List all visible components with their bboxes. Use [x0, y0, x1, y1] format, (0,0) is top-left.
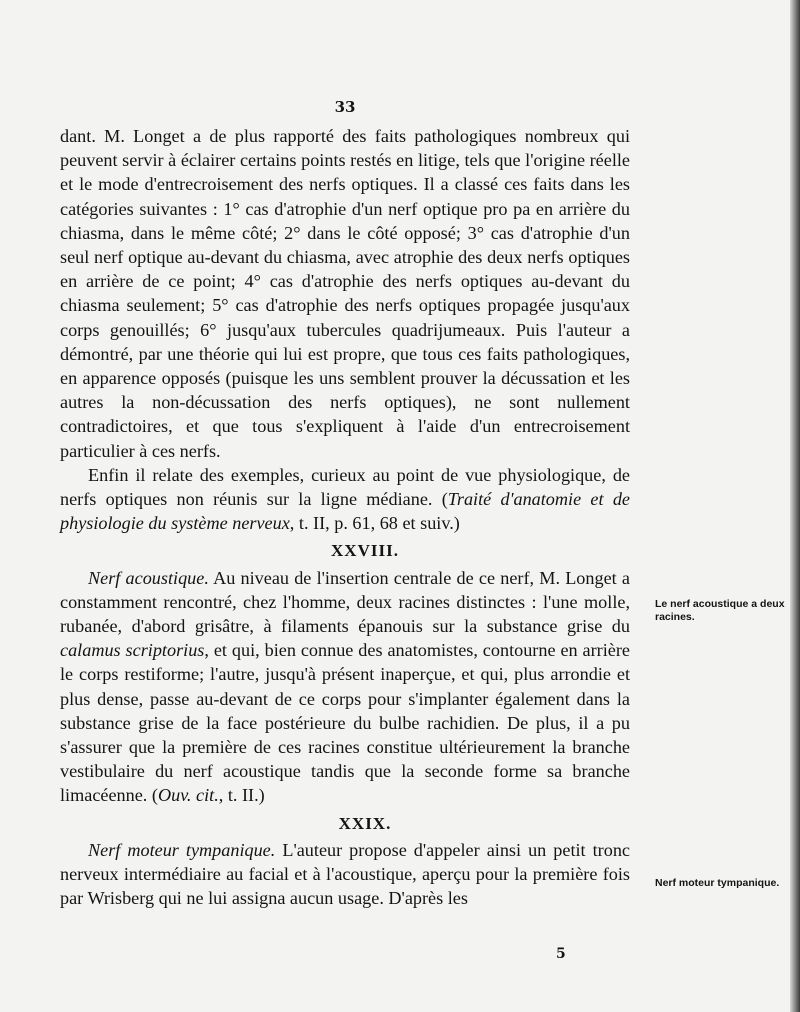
tympanic-text: L'auteur propose d'appeler ainsi un petit tronc nerveux intermédiaire au facial et à l'acoustique, aperçu pour la première fois par Wrisberg qui ne lui assigna aucun usage. D'après les: [60, 839, 630, 909]
section-heading-xxix: XXIX.: [338, 813, 392, 833]
sidenote-acoustic: Le nerf acoustique a deux racines.: [655, 598, 785, 623]
citation-traite-pages: , t. II, p. 61, 68 et suiv.): [289, 513, 460, 534]
citation-ouv-cit: Ouv. cit.: [157, 785, 219, 806]
citation-ouv-cit-tail: , t. II.): [218, 785, 265, 806]
paragraph-optic-nerves: dant. M. Longet a de plus rapporté des faits pathologiques nombreux qui peuvent servir à éclairer certains points restés en litige, tels que l'origine réelle et le mode d'entrecroisement des nerfs optiques. Il a classé ces faits dans les catégories suivantes : 1° cas d'atrophie d'un nerf optique pro pa en arrière du chiasma, dans le même côté; 2° dans le côté opposé; 3° cas d'atrophie d'un seul nerf optique au-devant du chiasma, avec atrophie des deux nerfs optiques en arrière de ce point; 4° cas d'atrophie des nerfs optiques au-devant du chiasma seulement; 5° cas d'atrophie des nerfs optiques propagée jusqu'aux corps genouillés; 6° jusqu'aux tubercules quadrijumeaux. Puis l'auteur a démontré, par une théorie qui lui est propre, que tous ces faits pathologiques, en apparence opposés (puisque les uns semblent prouver la décussation et les autres la non-décussation des nerfs optiques), ne sont nullement contradictoires, et que tous s'expliquent à l'aide d'un entrecroisement particulier à ces nerfs.: [60, 126, 630, 461]
acoustic-text-part2: , et qui, bien connue des anatomistes, contourne en arrière le corps restiforme; l'autre, jusqu'à présent inaperçue, et qui, plus arrondie et plus dense, passe au-devant de ce corps pour s'implanter également dans la substance grise de la face postérieure du bulbe rachidien. De plus, il a pu s'assurer que la première de ces racines constitue ultérieurement la branche vestibulaire du nerf acoustique tandis que la seconde forme sa branche limacéenne. (: [60, 640, 630, 806]
signature-mark: 5: [556, 946, 566, 962]
latin-calamus-scriptorius: calamus scriptorius: [60, 640, 205, 661]
page-number: 33: [334, 98, 356, 116]
sidenote-tympanic: Nerf moteur tympanique.: [655, 877, 780, 889]
citation-traite: Traité d'anatomie et de physiologie du système nerveux: [60, 489, 630, 534]
paragraph-examples-text: Enfin il relate des exemples, curieux au point de vue physiologique, de nerfs optiques non réunis sur la ligne médiane. (: [60, 464, 630, 510]
section-heading-xxviii: XXVIII.: [331, 541, 399, 561]
label-nerf-moteur-tympanique: Nerf moteur tympanique.: [88, 839, 276, 860]
paragraph-tympanic-nerve: [60, 838, 630, 911]
body-text: [60, 124, 630, 911]
book-spine-shadow: [790, 0, 800, 1012]
paragraph-acoustic-nerve: [60, 566, 630, 808]
label-nerf-acoustique: Nerf acoustique.: [88, 567, 209, 588]
acoustic-text-part1: Au niveau de l'insertion centrale de ce nerf, M. Longet a constamment rencontré, chez l'homme, deux racines distinctes : l'une molle, rubanée, d'abord grisâtre, à filaments épanouis sur la substance grise du: [60, 567, 630, 637]
paragraph-examples: [60, 463, 630, 536]
